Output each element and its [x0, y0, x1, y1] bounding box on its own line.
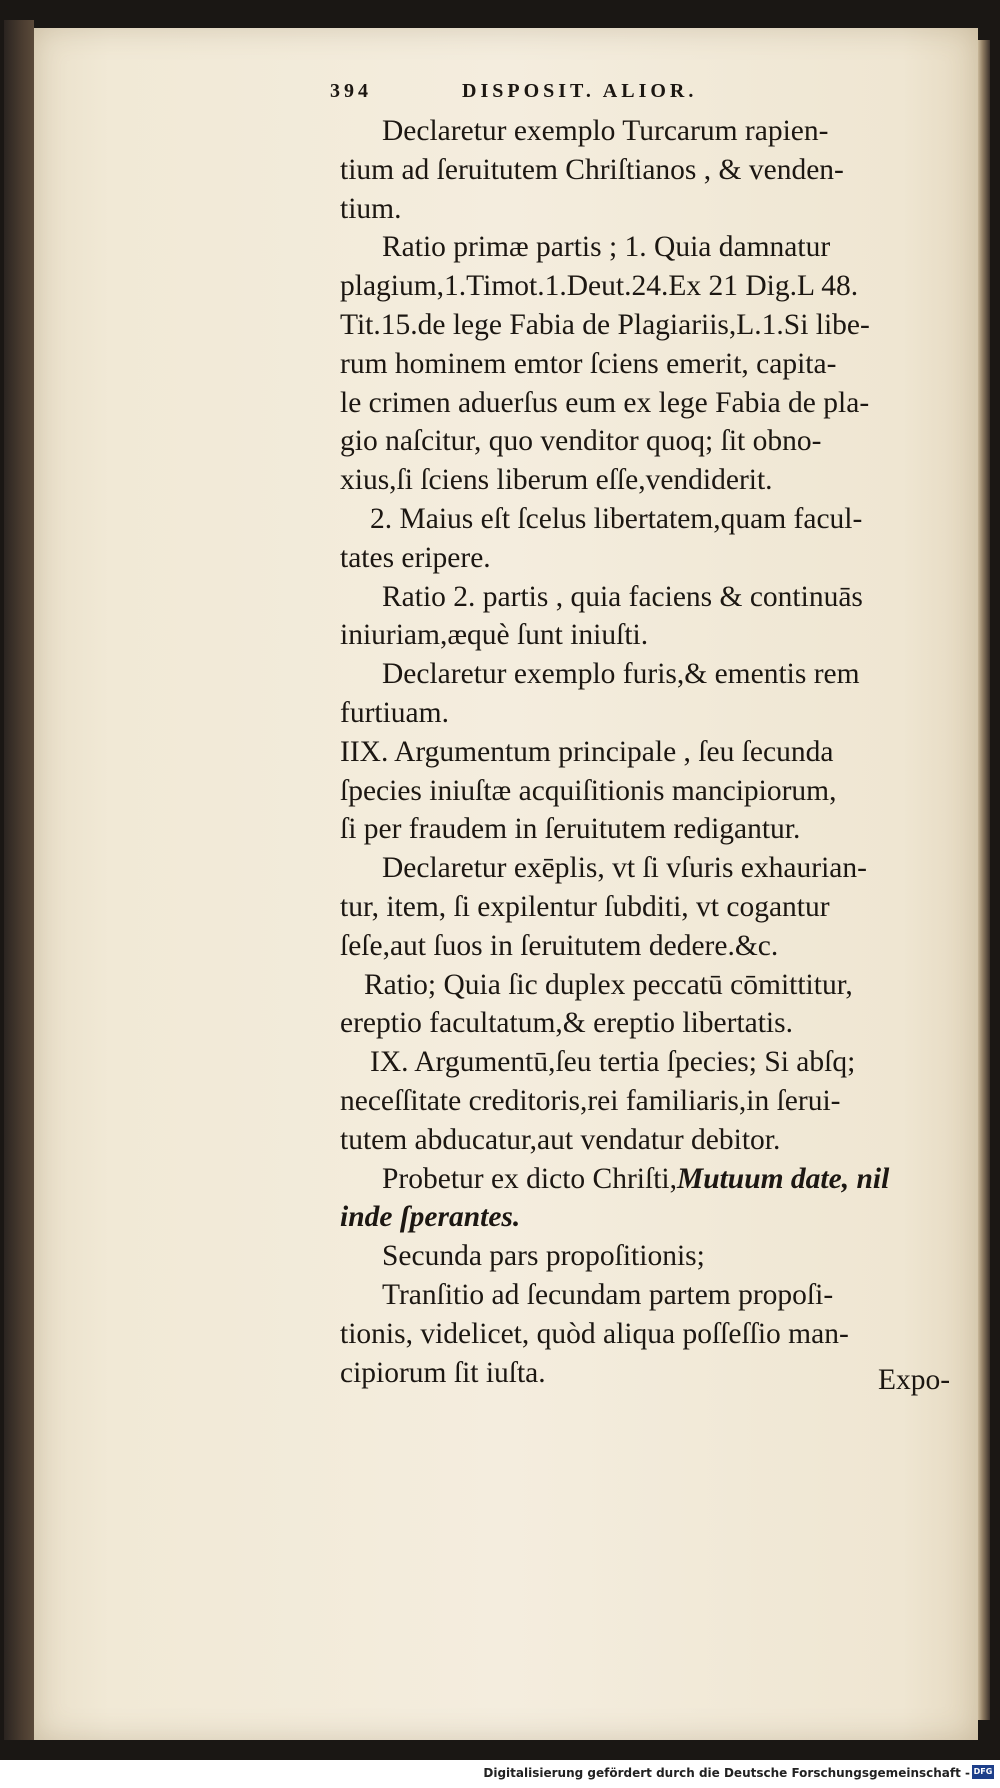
- text-line: Ratio 2. partis , quia faciens & continuās: [382, 580, 863, 613]
- page-edge-right: [978, 40, 990, 1720]
- text-line: tur, item, ſi expilentur ſubditi, vt cogantur: [340, 890, 830, 923]
- text-line: neceſſitate creditoris,rei familiaris,in ſerui-: [340, 1084, 841, 1117]
- page-header: [330, 80, 930, 103]
- text-line: Tranſitio ad ſecundam partem propoſi-: [382, 1278, 834, 1311]
- text-line: tates eripere.: [340, 541, 491, 574]
- text-line: [340, 1160, 970, 1199]
- text-line: Declaretur exemplo Turcarum rapien-: [382, 115, 829, 147]
- text-line: ſi per fraudem in ſeruitutem redigantur.: [340, 813, 801, 846]
- text-line: tutem abducatur,aut vendatur debitor.: [340, 1123, 781, 1156]
- text-line: tium ad ſeruitutem Chriſtianos , & venden-: [340, 153, 844, 186]
- page-body: [340, 112, 970, 1392]
- text-line: xius,ſi ſciens liberum eſſe,vendiderit.: [340, 464, 773, 497]
- book-spine-edge: [4, 20, 34, 1740]
- text-line: ſeſe,aut ſuos in ſeruitutem dedere.&c.: [340, 929, 779, 962]
- dfg-logo-icon: DFG: [972, 1765, 994, 1779]
- text-line: cipiorum ſit iuſta.: [340, 1356, 546, 1389]
- scan-border-right: [990, 0, 1000, 1760]
- page-number: 394: [330, 80, 372, 102]
- catchword: Expo-: [878, 1364, 951, 1396]
- text-line: Ratio; Quia ſic duplex peccatū cōmittitur,: [364, 968, 853, 1001]
- digitization-credit: Digitalisierung gefördert durch die Deutsche Forschungsgemeinschaft -: [483, 1766, 970, 1780]
- text-line: Secunda pars propoſitionis;: [382, 1240, 705, 1273]
- text-line: tium.: [340, 192, 402, 225]
- text-line: Ratio primæ partis ; 1. Quia damnatur: [382, 231, 831, 264]
- text-line: ereptio facultatum,& ereptio libertatis.: [340, 1007, 793, 1040]
- text-line: tionis, videlicet, quòd aliqua poſſeſſio man-: [340, 1317, 849, 1350]
- text-line: gio naſcitur, quo venditor quoq; ſit obno-: [340, 425, 822, 458]
- text-line: plagium,1.Timot.1.Deut.24.Ex 21 Dig.L 48.: [340, 270, 859, 303]
- text-line: furtiuam.: [340, 696, 449, 729]
- text-line-segment: Probetur ex dicto Chriſti,: [382, 1162, 677, 1195]
- text-line: inde ſperantes.: [340, 1201, 521, 1234]
- text-line: Declaretur exemplo furis,& ementis rem: [382, 658, 860, 691]
- italic-quotation: Mutuum date, nil: [676, 1162, 890, 1195]
- text-line: ſpecies iniuſtæ acquiſitionis mancipiorum,: [340, 774, 837, 807]
- running-head: DISPOSIT. ALIOR.: [462, 80, 698, 102]
- text-line: le crimen aduerſus eum ex lege Fabia de pla-: [340, 386, 870, 419]
- text-line: rum hominem emtor ſciens emerit, capita-: [340, 347, 837, 380]
- text-line: 2. Maius eſt ſcelus libertatem,quam facul-: [370, 502, 863, 535]
- text-line: iniuriam,æquè ſunt iniuſti.: [340, 619, 649, 652]
- text-line: IX. Argumentū,ſeu tertia ſpecies; Si abſq;: [370, 1046, 856, 1079]
- text-line: Declaretur exēplis, vt ſi vſuris exhaurian-: [382, 852, 867, 885]
- text-line: Tit.15.de lege Fabia de Plagiariis,L.1.Si libe-: [340, 308, 870, 341]
- text-line: IIX. Argumentum principale , ſeu ſecunda: [340, 735, 834, 768]
